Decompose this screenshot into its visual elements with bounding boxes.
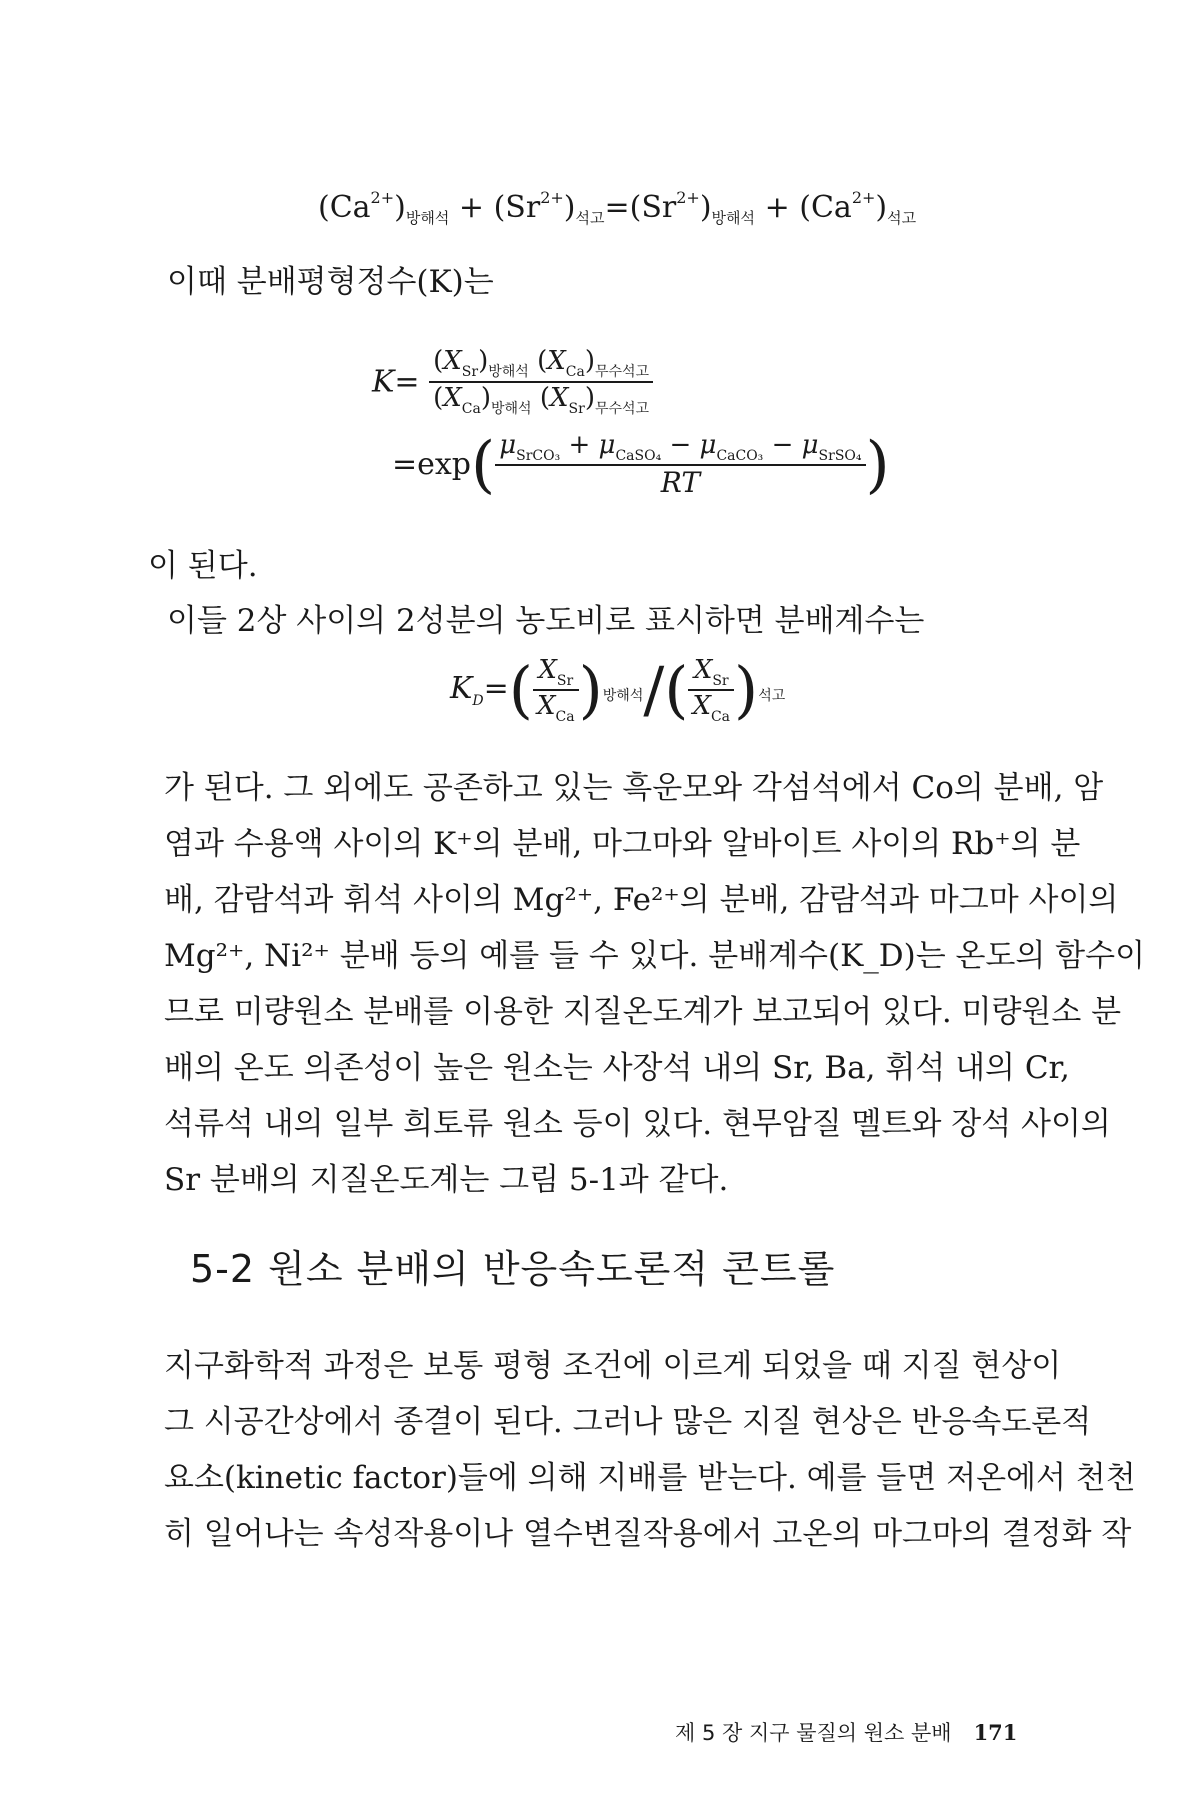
section-heading: 5-2 원소 분배의 반응속도론적 콘트롤 — [190, 1247, 836, 1291]
exp-fraction: $\frac{\mu_{SrCO_3} + \mu_{CaSO_4} - \mu_{CaCO_3} - \mu_{SrSO_4}}{RT}$ — [495, 430, 865, 499]
chapter-title: 제 5 장 지구 물질의 원소 분배 — [675, 1721, 952, 1745]
intro-kd-text: 이들 2상 사이의 2성분의 농도비로 표시하면 분배계수는 — [167, 603, 925, 639]
paragraph-line: 므로 미량원소 분배를 이용한 지질온도계가 보고되어 있다. 미량원소 분 — [164, 994, 1122, 1030]
paragraph-line: 지구화학적 과정은 보통 평형 조건에 이르게 되었을 때 지질 현상이 — [164, 1348, 1062, 1384]
k-equation: K= $\frac{(X_{Sr})_{방해석} (X_{Ca})_{무수석고}}{(X_{Ca})_{방해석} (X_{Sr})_{무수석고}}$ — [372, 346, 653, 418]
paragraph-line: 석류석 내의 일부 희토류 원소 등이 있다. 현무암질 멜트와 장석 사이의 — [164, 1106, 1111, 1142]
reaction-equation: $(Ca^{2+})_{방해석} + (Sr^{2+})_{석고}=(Sr^{2+})_{방해석} + (Ca^{2+})_{석고}$ — [318, 188, 917, 227]
page-number: 171 — [973, 1720, 1018, 1745]
page-footer — [675, 1717, 1017, 1747]
paragraph-line: 배의 온도 의존성이 높은 원소는 사장석 내의 Sr, Ba, 휘석 내의 Cr, — [164, 1050, 1070, 1086]
paragraph-line: Sr 분배의 지질온도계는 그림 5-1과 같다. — [164, 1162, 729, 1198]
paragraph-line: 가 된다. 그 외에도 공존하고 있는 흑운모와 각섬석에서 Co의 분배, 암 — [164, 770, 1104, 806]
becomes-text: 이 된다. — [148, 548, 258, 584]
intro-k-text: 이때 분배평형정수(K)는 — [167, 264, 494, 300]
k-fraction: $\frac{(X_{Sr})_{방해석} (X_{Ca})_{무수석고}}{(X_{Ca})_{방해석} (X_{Sr})_{무수석고}}$ — [429, 346, 653, 418]
paragraph-line: 배, 감람석과 휘석 사이의 Mg²⁺, Fe²⁺의 분배, 감람석과 마그마 사이의 — [164, 882, 1119, 918]
paragraph-2 — [164, 1338, 1136, 1562]
paragraph-line: 요소(kinetic factor)들에 의해 지배를 받는다. 예를 들면 저온에서 천천 — [164, 1460, 1136, 1496]
paragraph-line: Mg²⁺, Ni²⁺ 분배 등의 예를 들 수 있다. 분배계수(K_D)는 온도의 함수이 — [164, 938, 1146, 974]
paragraph-line: 그 시공간상에서 종결이 된다. 그러나 많은 지질 현상은 반응속도론적 — [164, 1404, 1092, 1440]
kd-equation: $K_D=$( $\frac{X_{Sr}}{X_{Ca}}$ )방해석/( $\frac{X_{Sr}}{X_{Ca}}$ )석고 — [450, 653, 786, 726]
k-exp-equation: =exp( $\frac{\mu_{SrCO_3} + \mu_{CaSO_4} - \mu_{CaCO_3} - \mu_{SrSO_4}}{RT}$ ) — [392, 427, 890, 501]
paragraph-1 — [164, 760, 1146, 1208]
paragraph-line: 히 일어나는 속성작용이나 열수변질작용에서 고온의 마그마의 결정화 작 — [164, 1516, 1132, 1552]
paragraph-line: 염과 수용액 사이의 K⁺의 분배, 마그마와 알바이트 사이의 Rb⁺의 분 — [164, 826, 1081, 862]
